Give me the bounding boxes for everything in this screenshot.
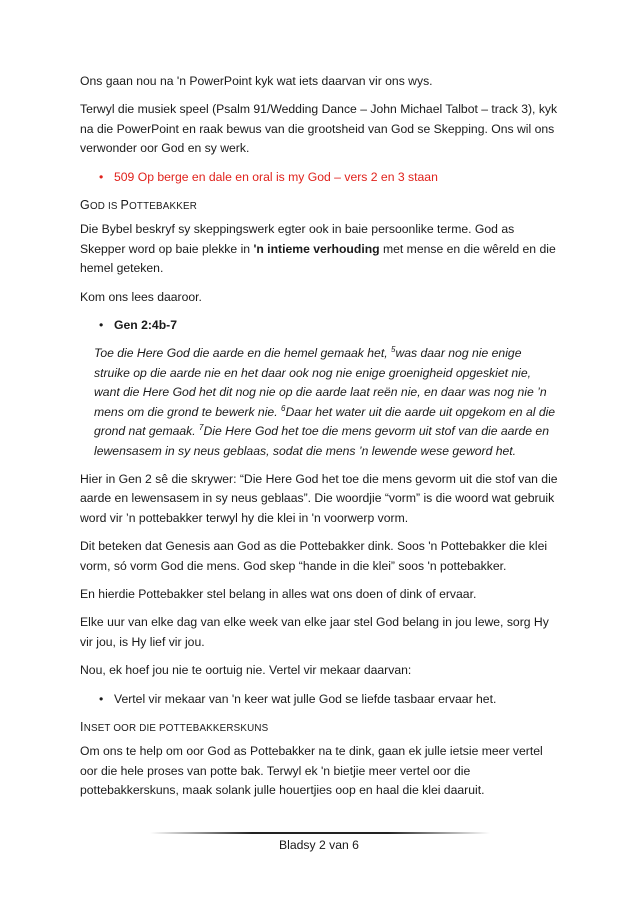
- bold-phrase: 'n intieme verhouding: [253, 241, 380, 256]
- tell-bullet-text: Vertel vir mekaar van 'n keer wat julle God se liefde tasbaar ervaar het.: [114, 691, 497, 706]
- scripture-bullet-item: [80, 316, 560, 335]
- intro-paragraph: Ons gaan nou na 'n PowerPoint kyk wat iets daarvan vir ons wys.: [80, 74, 433, 88]
- tell-paragraph: Nou, ek hoef jou nie te oortuig nie. Vertel vir mekaar daarvan:: [80, 663, 412, 678]
- scripture-quote: Toe die Here God die aarde en die hemel gemaak het, $^5$was daar nog nie enige struike op die aarde nie en het daar ook nog nie enige groenigheid opgeskiet nie, want die Here God het dit nog nie op die aarde laat reën nie, en daar was nog nie ’n mens om die grond te bewerk nie. $^6$Daar het water uit die aarde uit opgekom en al die grond nat gemaak. $^7$Die Here God het toe die mens gevorm uit stof van die aarde en lewensasem in sy neus geblaas, sodat die mens ’n lewende wese geword het.: [94, 345, 556, 458]
- bullet-icon: •: [99, 169, 104, 184]
- bullet-icon: •: [99, 691, 104, 706]
- bullet-icon: •: [99, 318, 104, 333]
- read-line: Kom ons lees daaroor.: [80, 289, 202, 304]
- document-page: [80, 72, 560, 801]
- footer-divider: [150, 832, 490, 834]
- tell-bullet-item: [80, 690, 560, 709]
- song-bullet-text: 509 Op berge en dale en oral is my God – vers 2 en 3 staan: [114, 169, 438, 184]
- page-number: Bladsy 2 van 6: [279, 838, 359, 852]
- bible-paragraph: Die Bybel beskryf sy skeppingswerk egter ook in baie persoonlike terme. God as Skepper word op baie plekke in 'n intieme verhouding met mense en die wêreld en die hemel geteken.: [80, 222, 556, 276]
- final-paragraph: Om ons te help om oor God as Pottebakker na te dink, gaan ek julle ietsie meer vertel oor die hele proses van potte bak. Terwyl ek 'n bietjie meer vertel oor die pottebakkerskuns, maak solank julle houertjies oop en haal die klei daaruit.: [80, 744, 543, 798]
- potter-paragraph: En hierdie Pottebakker stel belang in alles wat ons doen of dink of ervaar.: [80, 586, 477, 601]
- writer-paragraph: Hier in Gen 2 sê die skrywer: “Die Here God het toe die mens gevorm uit die stof van die aarde en lewensasem in sy neus geblaas”. Die woordjie “vorm” is die woord wat gebruik word vir ’n pottebakker terwyl hy die klei in 'n voorwerp vorm.: [80, 471, 558, 525]
- song-bullet-item: [80, 168, 560, 187]
- every-hour-paragraph: Elke uur van elke dag van elke week van elke jaar stel God belang in jou lewe, sorg Hy vir jou, is Hy lief vir jou.: [80, 615, 549, 649]
- heading-inset-pottebakkerskuns: INSET OOR DIE POTTEBAKKERSKUNS: [80, 719, 269, 734]
- scripture-reference: Gen 2:4b-7: [114, 318, 177, 333]
- heading-god-is-pottebakker: GOD IS POTTEBAKKER: [80, 198, 197, 213]
- genesis-paragraph: Dit beteken dat Genesis aan God as die Pottebakker dink. Soos 'n Pottebakker die klei vorm, só vorm God die mens. God skep “hande in die klei” soos 'n pottebakker.: [80, 539, 548, 573]
- music-paragraph: Terwyl die musiek speel (Psalm 91/Wedding Dance – John Michael Talbot – track 3), kyk na die PowerPoint en raak bewus van die grootsheid van God se Skepping. Ons wil ons verwonder oor God en sy werk.: [80, 102, 558, 156]
